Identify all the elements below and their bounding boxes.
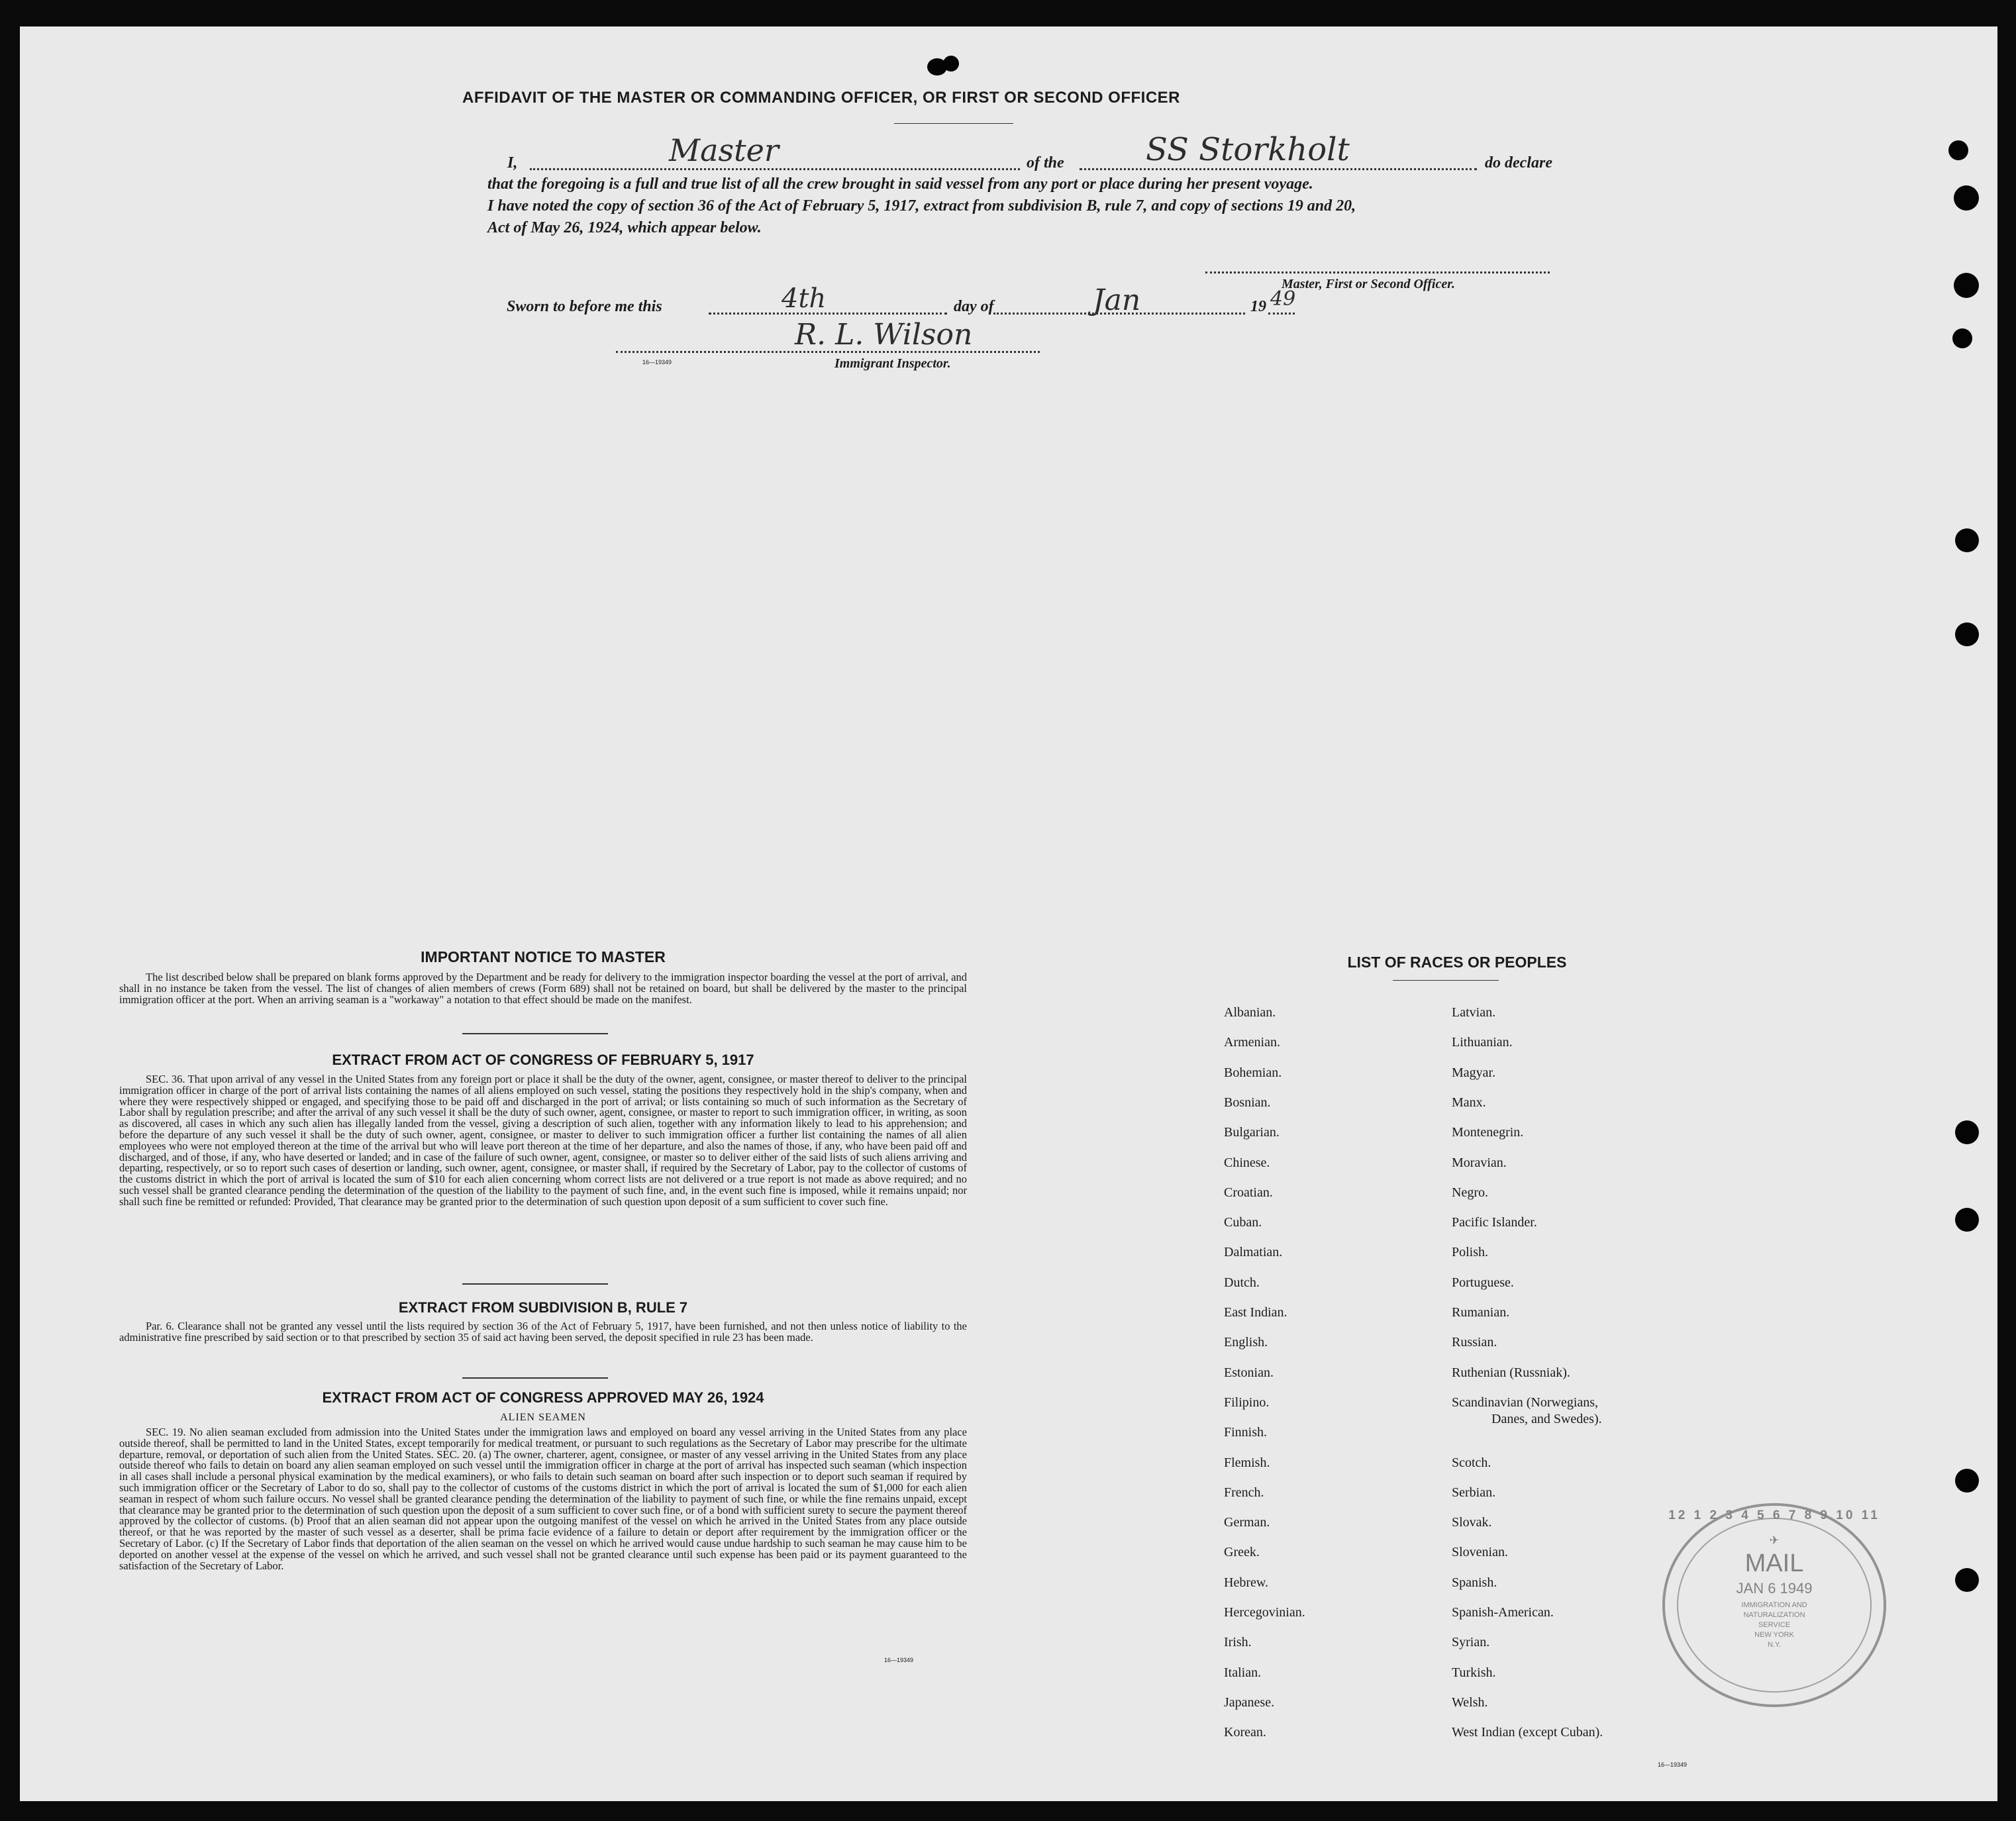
sworn-day-line — [709, 313, 947, 315]
race-item: Syrian. — [1452, 1635, 1490, 1650]
race-item: Ruthenian (Russniak). — [1452, 1365, 1570, 1380]
document-page — [20, 26, 1997, 1801]
notice-divider-2 — [462, 1283, 608, 1285]
stamp-mail: MAIL — [1744, 1550, 1804, 1577]
race-item: French. — [1224, 1485, 1264, 1500]
race-item: Irish. — [1224, 1635, 1252, 1650]
stamp-line-4: NEW YORK — [1754, 1631, 1794, 1639]
affidavit-line-4: Act of May 26, 1924, which appear below. — [487, 219, 762, 236]
officer-signature-line — [1205, 271, 1550, 273]
handwritten-name: Master — [669, 132, 779, 168]
handwritten-year: 49 — [1270, 287, 1296, 311]
races-form-number: 16—19349 — [1658, 1761, 1688, 1768]
ink-blot — [943, 56, 959, 72]
race-item: Turkish. — [1452, 1665, 1496, 1680]
race-item: Albanian. — [1224, 1005, 1276, 1020]
race-item: Dutch. — [1224, 1275, 1260, 1290]
name-line — [530, 168, 1020, 170]
race-item: Italian. — [1224, 1665, 1262, 1680]
race-item: Japanese. — [1224, 1695, 1275, 1710]
race-item: Korean. — [1224, 1725, 1266, 1740]
punch-hole — [1955, 1208, 1979, 1232]
notice-divider-1 — [462, 1033, 608, 1034]
race-item: Polish. — [1452, 1245, 1489, 1260]
race-item: Greek. — [1224, 1545, 1260, 1560]
race-item: Bulgarian. — [1224, 1125, 1280, 1140]
year-prefix: 19 — [1250, 298, 1266, 315]
inspector-caption: Immigrant Inspector. — [834, 356, 951, 371]
race-item: Scandinavian (Norwegians, — [1452, 1395, 1599, 1410]
races-title: LIST OF RACES OR PEOPLES — [1347, 954, 1567, 971]
sworn-label: Sworn to before me this — [507, 298, 662, 315]
race-item: Montenegrin. — [1452, 1125, 1524, 1140]
stamp-airplane-icon: ✈ — [1769, 1534, 1780, 1547]
do-declare-label: do declare — [1485, 154, 1552, 172]
race-item: Finnish. — [1224, 1425, 1268, 1440]
year-line — [1268, 313, 1295, 315]
extract2-title: EXTRACT FROM SUBDIVISION B, RULE 7 — [398, 1299, 688, 1316]
race-item: Rumanian. — [1452, 1305, 1510, 1320]
punch-hole — [1955, 622, 1979, 646]
punch-hole — [1952, 328, 1972, 348]
punch-hole — [1954, 273, 1979, 298]
race-item: Scotch. — [1452, 1455, 1491, 1470]
extract3-body: SEC. 19. No alien seaman excluded from admission into the United States under the immigration laws and employed on board any vessel arriving in the United States from any place outside thereof, shall be permitted to land in the United States, except temporarily for medical treatment, or pursuant to such regulations as the Secretary of Labor may prescribe for the ultimate departure, removal, or deportation of such alien from the United States. SEC. 20. (a) The owner, charterer, agent, consignee, or master of any vessel arriving in the United States from any place outside thereof who fails to detain on board any alien seaman employed on such vessel until the immigration officer in charge at the port of arrival has inspected such seaman (which inspection in all cases shall include a personal physical examination by the medical examiners), or who fails to detain such seaman on board after such inspection or to deport such seaman if required by such immigration officer or the Secretary of Labor to do so, shall pay to the collector of customs of the customs district in which the port of arrival is located the sum of $1,000 for each alien seaman in respect of whom such failure occurs. No vessel shall be granted clearance pending the determination of the liability to payment of such fine, or while the fine remains unpaid, except that clearance may be granted prior to the determination of such question upon the deposit of a sum sufficient to cover such fine, or of a bond with sufficient surety to secure the payment thereof approved by the collector of customs. (b) Proof that an alien seaman did not appear upon the outgoing manifest of the vessel on which he arrived in the United States from any place outside thereof, or that he was reported by the master of such vessel as a deserter, shall be prima facie evidence of a failure to detain or deport after requirement by the immigration officer or the Secretary of Labor. (c) If the Secretary of Labor finds that deportation of the alien seaman on the vessel on which he arrived would cause undue hardship to such seaman he may cause him to be deported on another vessel at the expense of the vessel on which he arrived, and such vessel shall not be granted clearance until such expense has been paid or its payment guaranteed to the satisfaction of the Secretary of Labor. — [119, 1426, 967, 1572]
officer-caption: Master, First or Second Officer. — [1282, 277, 1455, 291]
race-item: West Indian (except Cuban). — [1452, 1725, 1603, 1740]
race-scandinavian-continued: Danes, and Swedes). — [1491, 1412, 1602, 1426]
race-item: Flemish. — [1224, 1455, 1270, 1470]
race-item: East Indian. — [1224, 1305, 1287, 1320]
race-item: Welsh. — [1452, 1695, 1488, 1710]
race-item: Serbian. — [1452, 1485, 1496, 1500]
affidavit-title: AFFIDAVIT OF THE MASTER OR COMMANDING OFFICER, OR FIRST OR SECOND OFFICER — [462, 89, 1181, 107]
race-item: Filipino. — [1224, 1395, 1270, 1410]
punch-hole — [1955, 1469, 1979, 1493]
extract3-title: EXTRACT FROM ACT OF CONGRESS APPROVED MAY 26, 1924 — [322, 1389, 764, 1406]
race-item: Hebrew. — [1224, 1575, 1269, 1590]
race-item: German. — [1224, 1515, 1270, 1530]
notice-divider-3 — [462, 1377, 608, 1379]
affidavit-line-3: I have noted the copy of section 36 of the Act of February 5, 1917, extract from subdivision B, rule 7, and copy of sections 19 and 20, — [487, 197, 1356, 215]
stamp-date: JAN 6 1949 — [1736, 1580, 1813, 1597]
race-item: Dalmatian. — [1224, 1245, 1283, 1260]
race-item: Russian. — [1452, 1335, 1497, 1350]
race-item: Magyar. — [1452, 1065, 1496, 1080]
race-item: Manx. — [1452, 1095, 1486, 1110]
race-item: Negro. — [1452, 1185, 1488, 1200]
race-item: Slovenian. — [1452, 1545, 1508, 1560]
i-label: I, — [507, 154, 518, 172]
race-item: Lithuanian. — [1452, 1035, 1513, 1050]
race-item: Spanish-American. — [1452, 1605, 1554, 1620]
extract1-title: EXTRACT FROM ACT OF CONGRESS OF FEBRUARY 5, 1917 — [332, 1052, 754, 1068]
affidavit-form-number: 16—19349 — [642, 359, 672, 366]
race-item: Pacific Islander. — [1452, 1215, 1537, 1230]
handwritten-day: 4th — [781, 283, 827, 314]
handwritten-vessel: SS Storkholt — [1146, 131, 1350, 168]
mail-received-stamp — [1662, 1503, 1886, 1707]
inspector-signature-line — [616, 351, 1040, 353]
title-divider — [894, 123, 1013, 124]
stamp-line-2: NATURALIZATION — [1743, 1611, 1805, 1619]
of-the-label: of the — [1027, 154, 1064, 172]
extract1-body: SEC. 36. That upon arrival of any vessel in the United States from any foreign port or place it shall be the duty of the owner, agent, consignee, or master thereof to deliver to the principal immigration officer in charge of the port of arrival lists containing the names of all aliens employed on such vessel, stating the positions they respectively hold in the ship's company, when and where they were respectively shipped or engaged, and specifying those to be paid off and discharged in the port of arrival; or lists containing so much of such information as the Secretary of Labor shall by regulation prescribe; and after the arrival of any such vessel it shall be the duty of such owner, agent, consignee, or master to report to such immigration officer, in writing, as soon as discovered, all cases in which any such alien has illegally landed from the vessel, giving a description of such alien, together with any information likely to lead to his apprehension; and before the departure of any such vessel it shall be the duty of such owner, agent, consignee, or master to deliver to such immigration officer a further list containing the names of all alien employees who were not employed thereon at the time of the arrival but who will leave port thereon at the time of her departure, and also the names of those, if any, who have been paid off and discharged, and of those, if any, who have deserted or landed; and in case of the failure of such owner, agent, consignee, or master so to deliver either of the said lists of such aliens arriving and departing, respectively, or so to report such cases of desertion or landing, such owner, agent, consignee, or master shall, if required by the Secretary of Labor, pay to the collector of customs of the customs district in which the port of arrival is located the sum of $10 for each alien concerning whom correct lists are not delivered or a true report is not made as above required; and no such vessel shall be granted clearance pending the determination of the question of the liability to the payment of such fine, and, in the event such fine is imposed, while it remains unpaid; nor shall such fine be remitted or refunded: Provided, That clearance may be granted prior to the determination of such question upon deposit of a sum sufficient to cover such fine. — [119, 1073, 967, 1208]
extract3-subtitle: ALIEN SEAMEN — [500, 1412, 586, 1423]
race-item: Armenian. — [1224, 1035, 1280, 1050]
notice-form-number: 16—19349 — [884, 1657, 914, 1663]
punch-hole — [1955, 528, 1979, 552]
race-item: Estonian. — [1224, 1365, 1274, 1380]
race-item: Portuguese. — [1452, 1275, 1514, 1290]
stamp-line-3: SERVICE — [1758, 1621, 1791, 1629]
stamp-ring-numbers: 12 1 2 3 4 5 6 7 8 9 10 11 — [1668, 1508, 1880, 1522]
punch-hole — [1955, 1120, 1979, 1144]
race-item: English. — [1224, 1335, 1268, 1350]
inspector-signature: R. L. Wilson — [795, 318, 973, 352]
notice-title: IMPORTANT NOTICE TO MASTER — [421, 948, 666, 965]
notice-body: The list described below shall be prepared on blank forms approved by the Department and be ready for delivery to the immigration inspector boarding the vessel at the port of arrival, and shall in no instance be taken from the vessel. The list of changes of alien members of crews (Form 689) shall not be retained on board, but shall be delivered by the master to the principal immigration officer at the port. When an arriving seaman is a "workaway" a notation to that effect should be made on the manifest. — [119, 971, 967, 1006]
extract2-body: Par. 6. Clearance shall not be granted any vessel until the lists required by section 36 of the Act of February 5, 1917, have been furnished, and not then unless notice of liability to the administrative fine prescribed by said section or to that prescribed by section 35 of said act having been served, the deposit specified in rule 23 has been made. — [119, 1320, 967, 1344]
race-item: Hercegovinian. — [1224, 1605, 1305, 1620]
race-item: Bohemian. — [1224, 1065, 1282, 1080]
stamp-line-1: IMMIGRATION AND — [1741, 1601, 1807, 1609]
race-item: Bosnian. — [1224, 1095, 1271, 1110]
race-item: Spanish. — [1452, 1575, 1497, 1590]
affidavit-line-2: that the foregoing is a full and true list of all the crew brought in said vessel from any port or place during her present voyage. — [487, 175, 1313, 193]
punch-hole — [1955, 1568, 1979, 1592]
race-item: Slovak. — [1452, 1515, 1492, 1530]
day-of-label: day of — [954, 298, 994, 315]
punch-hole — [1948, 140, 1968, 160]
race-item: Latvian. — [1452, 1005, 1496, 1020]
races-divider — [1393, 980, 1499, 981]
race-item: Chinese. — [1224, 1155, 1270, 1170]
race-item: Cuban. — [1224, 1215, 1262, 1230]
handwritten-month: Jan — [1093, 283, 1141, 317]
stamp-line-5: N.Y. — [1768, 1641, 1781, 1649]
race-item: Croatian. — [1224, 1185, 1273, 1200]
punch-hole — [1954, 185, 1979, 211]
vessel-line — [1080, 168, 1477, 170]
race-item: Moravian. — [1452, 1155, 1507, 1170]
